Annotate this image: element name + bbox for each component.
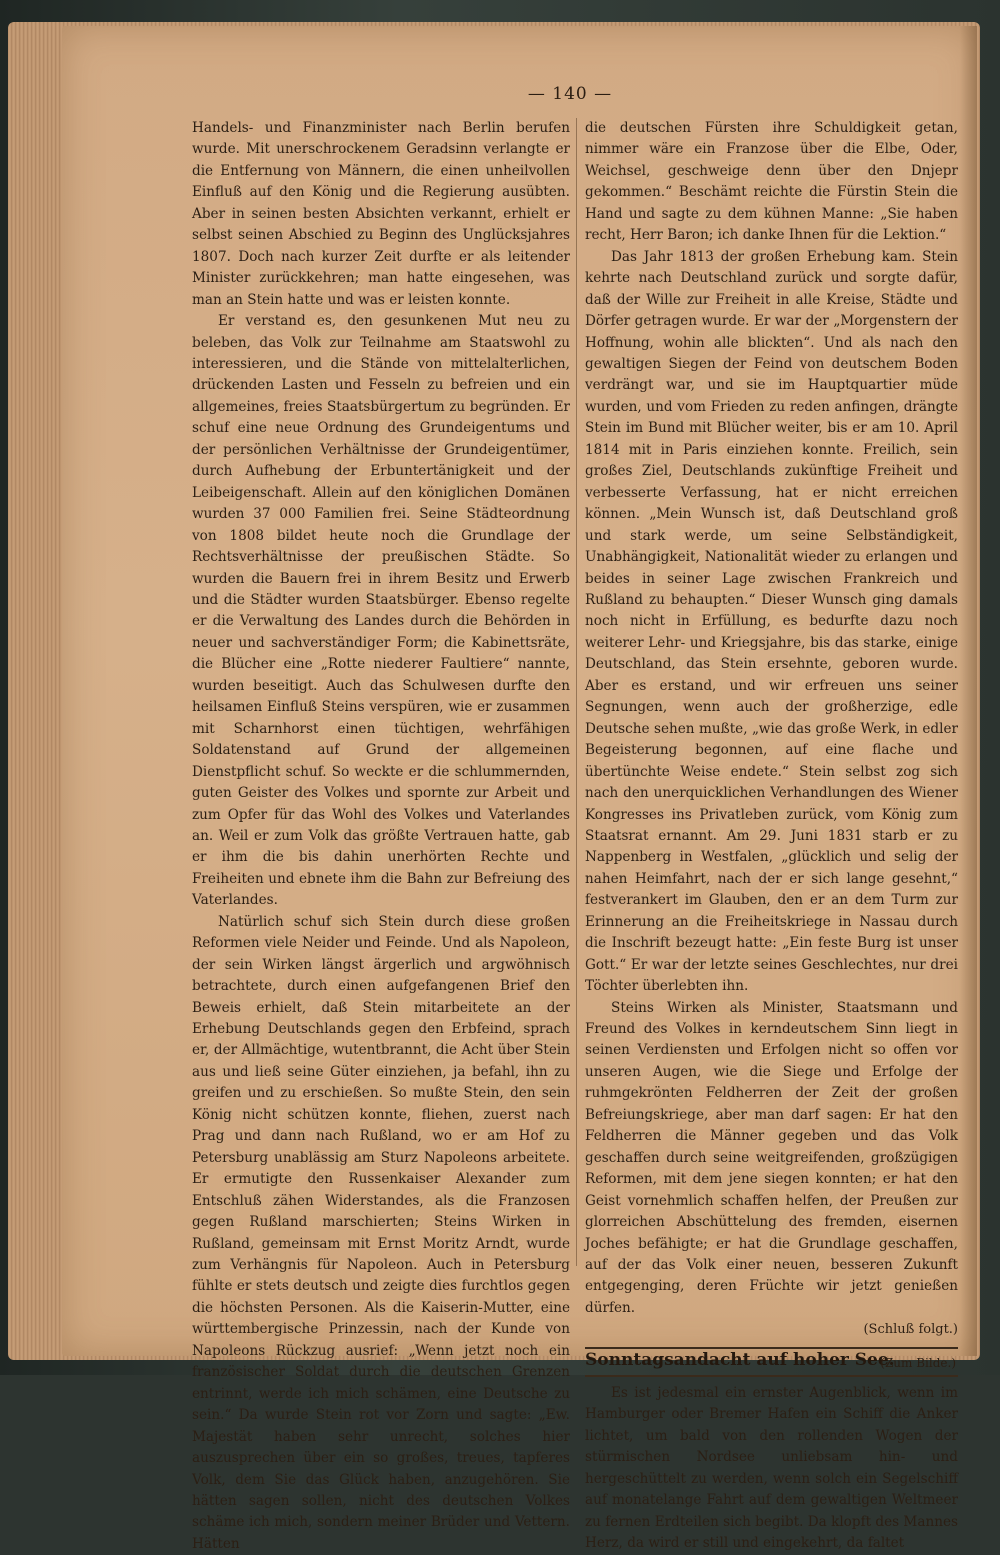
column-divider (576, 118, 577, 1266)
section-paragraph: Es ist jedesmal ein ernster Augenblick, wenn im Hamburger oder Bremer Hafen ein Schiff die Anker lichtet, um bald von den rollenden Wogen der stürmischen Nordsee unliebsam hin- und hergeschüttelt zu werden, wenn solch ein Segelschiff auf monatelange Fahrt auf dem gewaltigen Weltmeer zu fernen Erdteilen sich begibt. Da klopft des Mannes Herz, da wird er still und eingekehrt, da faltet (585, 1384, 958, 1551)
continued-note: (Schluß folgt.) (863, 1322, 958, 1338)
paragraph: Handels- und Finanzminister nach Berlin berufen wurde. Mit unerschrockenem Geradsinn verlangte er die Entfernung von Männern, die einen unheilvollen Einfluß auf den König und die Regierung ausübten. Aber in seinen besten Absichten verkannt, erhielt er selbst seinen Abschied zu Beginn des Unglücksjahres 1807. Doch nach kurzer Zeit durfte er als leitender Minister zurückkehren; man hatte eingesehen, was man an Stein hatte und was er leisten konnte. (192, 120, 570, 308)
paragraph: Er verstand es, den gesunkenen Mut neu zu beleben, das Volk zur Teilnahme am Staatswohl zu interessieren, und die Stände von mittelalterlichen, drückenden Lasten und Fesseln zu befreien und ein allgemeines, freies Staatsbürgertum zu begründen. Er schuf eine neue Ordnung des Grundeigentums und der persönlichen Verhältnisse der Grundeigentümer, durch Aufhebung der Erbuntertänigkeit und der Leibeigenschaft. Allein auf den königlichen Domänen wurden 37 000 Familien frei. Seine Städteordnung von 1808 bildet heute noch die Grundlage der Rechtsverhältnisse der preußischen Städte. So wurden die Bauern frei in ihrem Besitz und Erwerb und die Städter wurden Staatsbürger. Ebenso regelte er die Verwaltung des Landes durch die Behörden in neuer und sachverständiger Form; die Kabinettsräte, die Blücher eine „Rotte niederer Faultiere“ nannte, wurden beseitigt. Auch das Schulwesen durfte den heilsamen Einfluß Steins verspüren, wie er zusammen mit Scharnhorst einen tüchtigen, wehrfähigen Soldatenstand auf Grund der allgemeinen Dienstpflicht schuf. So weckte er die schlummernden, guten Geister des Volkes und spornte zur Arbeit und zum Opfer für das Wohl des Volkes und Vaterlandes an. Weil er zum Volk das größte Vertrauen hatte, gab er ihm die bis dahin unerhörten Rechte und Freiheiten und ebnete ihm die Bahn zur Befreiung des Vaterlandes. (192, 313, 570, 909)
section-heading (585, 1347, 958, 1377)
page-gutter-shadow (960, 26, 977, 1356)
paragraph: Steins Wirken als Minister, Staatsmann und Freund des Volkes in kerndeutschem Sinn liegt in seinen Verdiensten und Erfolgen nicht so offen vor unseren Augen, wie die Siege und Erfolge der ruhmgekrönten Feldherren der Zeit der großen Befreiungskriege, aber man darf sagen: Er hat den Feldherren die Männer gegeben und das Volk geschaffen durch seine weitgreifenden, großzügigen Reformen, mit dem jene siegen konnten; er hat den Geist vornehmlich schaffen helfen, der Preußen zur glorreichen Abschüttelung des fremden, eisernen Joches befähigte; er hat die Grundlage geschaffen, auf der das Volk einer neuen, besseren Zukunft entgegenging, deren Früchte wir jetzt genießen dürfen. (585, 999, 958, 1316)
left-column (192, 118, 570, 1555)
section-title: Sonntagsandacht auf hoher See. (585, 1349, 895, 1370)
right-column (585, 118, 958, 1554)
paragraph: Natürlich schuf sich Stein durch diese großen Reformen viele Neider und Feinde. Und als Napoleon, der sein Wirken längst ärgerlich und argwöhnisch betrachtete, durch einen aufgefangenen Brief den Beweis erhielt, daß Stein mitarbeitete an der Erhebung Deutschlands gegen den Erbfeind, sprach er, der Allmächtige, wutentbrannt, die Acht über Stein aus und ließ seine Güter einziehen, ja befahl, ihn zu greifen und zu erschießen. So mußte Stein, den sein König nicht schützen konnte, fliehen, zuerst nach Prag und dann nach Rußland, wo er am Hof zu Petersburg unablässig am Sturz Napoleons arbeitete. Er ermutigte den Russenkaiser Alexander zum Entschluß zähen Widerstandes, als die Franzosen gegen Rußland marschierten; Steins Wirken in Rußland, gemeinsam mit Ernst Moritz Arndt, wurde zum Verhängnis für Napoleon. Auch in Petersburg fühlte er stets deutsch und zeigte dies furchtlos gegen die höchsten Personen. Als die Kaiserin-Mutter, eine württembergische Prinzessin, nach der Kunde von Napoleons Rückzug ausrief: „Wenn jetzt noch ein französischer Soldat durch die deutschen Grenzen entrinnt, werde ich mich schämen, eine Deutsche zu sein.“ Da wurde Stein rot vor Zorn und sagte: „Ew. Majestät haben sehr unrecht, solches hier auszusprechen über ein so großes, treues, tapferes Volk, dem Sie das Glück haben, anzugehören. Sie hätten sagen sollen, nicht des deutschen Volkes schäme ich mich, sondern meiner Brüder und Vettern. Hätten (192, 913, 570, 1552)
section-note: (Zum Bilde.) (880, 1355, 956, 1370)
page-number: — 140 — (527, 84, 613, 104)
paragraph: die deutschen Fürsten ihre Schuldigkeit getan, nimmer wäre ein Franzose über die Elbe, Oder, Weichsel, geschweige denn über den Dnjepr gekommen.“ Beschämt reichte die Fürstin Stein die Hand und sagte zu dem kühnen Manne: „Sie haben recht, Herr Baron; ich danke Ihnen für die Lektion.“ (585, 120, 958, 244)
paragraph: Das Jahr 1813 der großen Erhebung kam. Stein kehrte nach Deutschland zurück und sorgte dafür, daß der Wille zur Freiheit in alle Kreise, Städte und Dörfer getragen wurde. Er war der „Morgenstern der Hoffnung, wohin alle blickten“. Und als nach den gewaltigen Siegen der Feind von deutschem Boden verdrängt war, und sie im Hauptquartier müde wurden, und vom Frieden zu reden anfingen, drängte Stein im Bund mit Blücher weiter, bis er am 10. April 1814 mit in Paris einziehen konnte. Freilich, sein großes Ziel, Deutschlands zukünftige Freiheit und verbesserte Verfassung, hat er nicht erreichen können. „Mein Wunsch ist, daß Deutschland groß und stark werde, um seine Selbständigkeit, Unabhängigkeit, Nationalität wieder zu erlangen und beides in seiner Lage zwischen Frankreich und Rußland zu behaupten.“ Dieser Wunsch ging damals noch nicht in Erfüllung, es bedurfte dazu noch weiterer Lehr- und Kriegsjahre, bis das starke, einige Deutschland, das Stein ersehnte, geboren wurde. Aber es erstand, und wir erfreuen uns seiner Segnungen, wenn auch der großherzige, edle Deutsche sehen mußte, „wie das große Werk, in edler Begeisterung begonnen, auf eine flache und übertünchte Weise endete.“ Stein selbst zog sich nach den unerquicklichen Verhandlungen des Wiener Kongresses ins Privatleben zurück, vom König zum Staatsrat ernannt. Am 29. Juni 1831 starb er zu Nappenberg in Westfalen, „glücklich und selig der nahen Heimfahrt, nach der er sich lange gesehnt,“ festverankert im Glauben, den er an dem Turm zur Erinnerung an die Freiheitskriege in Nassau durch die Inschrift bezeugt hatte: „Ein feste Burg ist unser Gott.“ Er war der letzte seines Geschlechtes, nur drei Töchter überlebten ihn. (585, 248, 958, 995)
